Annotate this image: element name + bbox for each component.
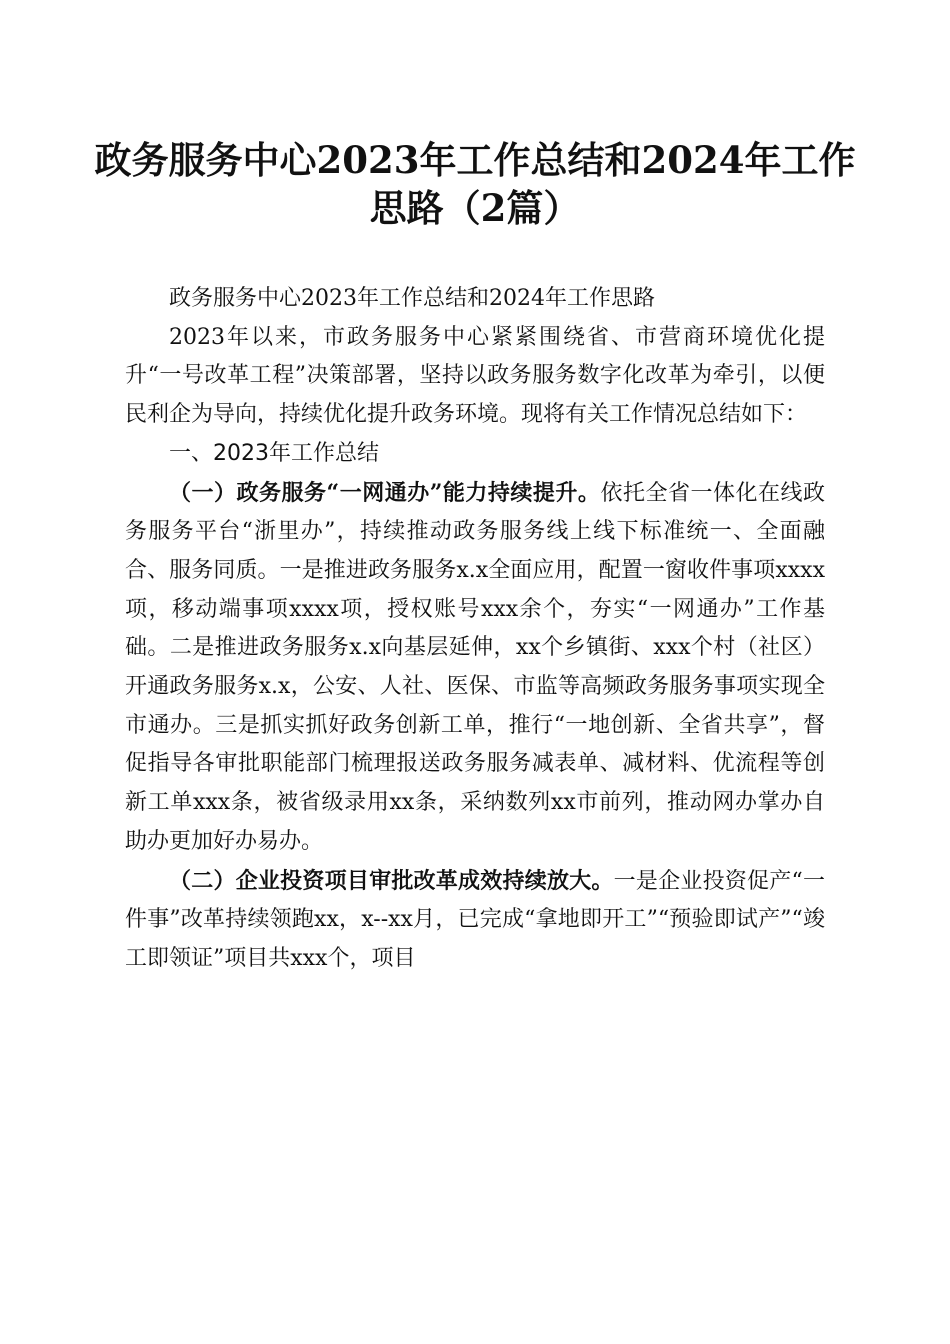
item-2-lead: （二）企业投资项目审批改革成效持续放大。 bbox=[169, 867, 614, 894]
item-2-paragraph bbox=[125, 862, 825, 979]
document-subtitle: 政务服务中心2023年工作总结和2024年工作思路 bbox=[169, 286, 655, 311]
item-1-text: 依托全省一体化在线政务服务平台“浙里办”，持续推动政务服务线上线下标准统一、全面融合、服务同质。一是推进政务服务x.x全面应用，配置一窗收件事项xxxx项，移动端事项xxxx项，授权账号xxx余个，夯实“一网通办”工作基础。二是推进政务服务x.x向基层延伸，xx个乡镇街、xxx个村（社区）开通政务服务x.x，公安、人社、医保、市监等高频政务服务事项实现全市通办。三是抓实抓好政务创新工单，推行“一地创新、全省共享”，督促指导各审批职能部门梳理报送政务服务减表单、减材料、优流程等创新工单xxx条，被省级录用xx条，采纳数列xx市前列，推动网办掌办自助办更加好办易办。 bbox=[125, 480, 825, 854]
document-title bbox=[60, 136, 890, 232]
item-1-paragraph bbox=[125, 474, 825, 862]
intro-paragraph: 2023年以来，市政务服务中心紧紧围绕省、市营商环境优化提升“一号改革工程”决策部署，坚持以政务服务数字化改革为牵引，以便民利企为导向，持续优化提升政务环境。现将有关工作情况总结如下： bbox=[125, 324, 825, 428]
title-line-2: 思路（2篇） bbox=[369, 186, 581, 230]
item-2-text: 一是企业投资促产“一件事”改革持续领跑xx，x--xx月，已完成“拿地即开工”“预验即试产”“竣工即领证”项目共xxx个，项目 bbox=[125, 868, 825, 971]
section-1-heading: 一、2023年工作总结 bbox=[169, 440, 379, 466]
document-body bbox=[125, 280, 825, 979]
item-1-lead: （一）政务服务“一网通办”能力持续提升。 bbox=[169, 479, 601, 506]
title-line-1: 政务服务中心2023年工作总结和2024年工作 bbox=[94, 138, 856, 182]
